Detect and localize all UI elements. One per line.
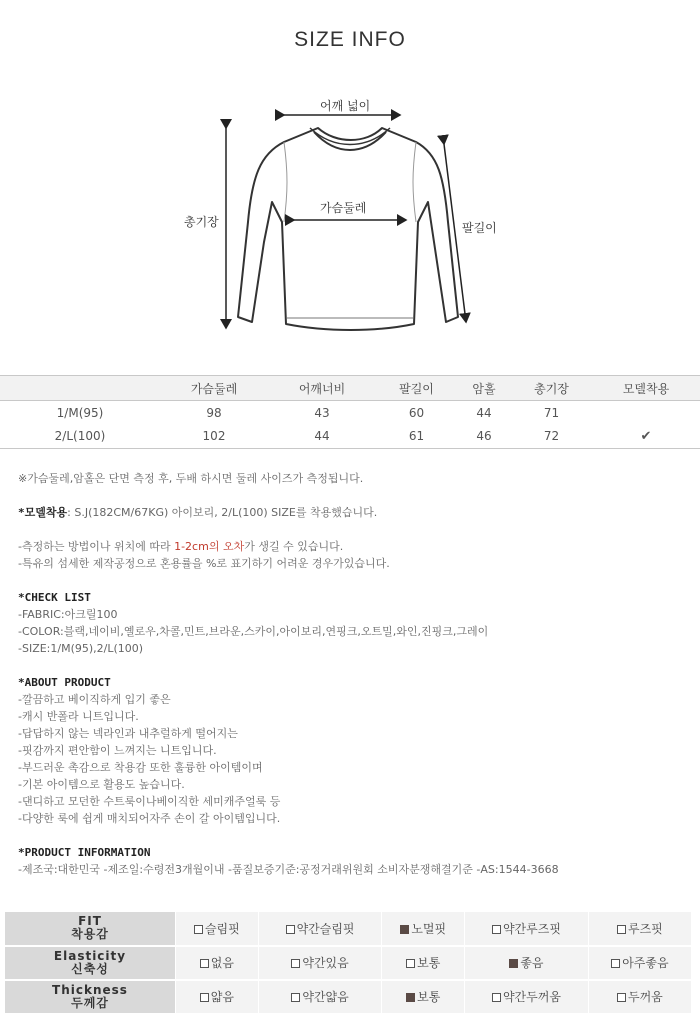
size-value: 72 xyxy=(543,429,560,444)
size-value: 44 xyxy=(476,405,492,420)
thickness-label-en: Thickness xyxy=(52,982,128,997)
thickness-option xyxy=(588,980,691,1014)
list-item: -COLOR:블랙,네이비,옐로우,차콜,민트,브라운,스카이,아이보리,연핑크,오트밀,와인,진핑크,그레이 xyxy=(18,625,489,638)
size-value: 71 xyxy=(543,405,560,420)
elasticity-label-en: Elasticity xyxy=(53,948,127,963)
measure-note: ※가슴둘레,암홀은 단면 측정 후, 두배 하시면 둘레 사이즈가 측정됩니다. xyxy=(18,472,364,485)
elasticity-option-label: 좋음 xyxy=(520,956,544,970)
table-row xyxy=(0,401,700,425)
thickness-option-label: 두꺼움 xyxy=(628,990,663,1004)
list-item: -기본 아이템으로 활용도 높습니다. xyxy=(18,778,185,791)
elasticity-option-label: 보통 xyxy=(417,956,441,970)
fit-option xyxy=(176,912,259,946)
checkbox-checked-icon xyxy=(406,993,415,1002)
fit-option xyxy=(258,912,382,946)
fit-option-label: 노멀핏 xyxy=(411,921,447,936)
sleeve-label: 팔길이 xyxy=(462,221,497,235)
elasticity-row-label xyxy=(5,946,176,980)
size-col-sleeve: 팔길이 xyxy=(399,381,434,396)
size-value: 44 xyxy=(314,429,330,444)
sweater-outline xyxy=(238,128,458,330)
list-item: -댄디하고 모던한 수트룩이나베이직한 세미캐주얼룩 등 xyxy=(18,795,281,808)
checkbox-icon xyxy=(194,925,203,934)
thickness-label-ko: 두께감 xyxy=(71,995,109,1010)
size-value: 61 xyxy=(408,429,425,444)
fit-option xyxy=(382,912,465,946)
checkbox-icon xyxy=(406,959,415,968)
table-row xyxy=(0,425,700,449)
elasticity-option xyxy=(176,946,259,980)
list-item: -부드러운 촉감으로 착용감 또한 훌륭한 아이템이며 xyxy=(18,761,263,774)
fit-option-label: 약간루즈핏 xyxy=(502,921,561,936)
thickness-row-label xyxy=(5,980,176,1014)
checkbox-icon xyxy=(492,925,501,934)
model-fit-cell xyxy=(592,401,700,425)
fit-row xyxy=(5,912,692,946)
thickness-option xyxy=(176,980,259,1014)
checkbox-icon xyxy=(611,959,620,968)
elasticity-option xyxy=(382,946,465,980)
elasticity-option-label: 약간있음 xyxy=(302,956,349,970)
checkbox-icon xyxy=(492,993,501,1002)
size-col-armhole: 암홀 xyxy=(472,381,496,396)
size-col-model: 모델착용 xyxy=(622,381,670,396)
error-note xyxy=(18,538,688,555)
size-value: 102 xyxy=(202,429,226,444)
size-value: 46 xyxy=(476,429,492,444)
blend-note: -특유의 섬세한 제작공정으로 혼용률을 %로 표기하기 어려운 경우가있습니다. xyxy=(18,557,390,570)
thickness-option-label: 얇음 xyxy=(210,990,234,1004)
elasticity-label-ko: 신축성 xyxy=(71,961,109,976)
shoulder-label: 어깨 넓이 xyxy=(320,99,371,113)
fit-row-label xyxy=(5,912,176,946)
checkbox-icon xyxy=(286,925,295,934)
product-info-line: -제조국:대한민국 -제조일:수령전3개월이내 -품질보증기준:공정거래위원회 소비자분쟁해결기준 -AS:1544-3668 xyxy=(18,863,559,876)
checkbox-icon xyxy=(617,925,626,934)
fit-label-en: FIT xyxy=(78,914,102,929)
list-item: -SIZE:1/M(95),2/L(100) xyxy=(18,642,144,655)
elasticity-option xyxy=(258,946,382,980)
size-name: 1/M(95) xyxy=(56,405,104,420)
elasticity-option xyxy=(465,946,589,980)
thickness-option-label: 보통 xyxy=(417,990,441,1004)
page-title: SIZE INFO xyxy=(294,28,406,51)
fit-option xyxy=(465,912,589,946)
size-table-header xyxy=(0,376,700,401)
chest-label: 가슴둘레 xyxy=(320,201,367,215)
size-col-empty xyxy=(0,376,160,401)
about-product-heading: *ABOUT PRODUCT xyxy=(18,676,111,689)
elasticity-row xyxy=(5,946,692,980)
checkbox-icon xyxy=(200,959,209,968)
list-item: -핏감까지 편안함이 느껴지는 니트입니다. xyxy=(18,744,217,757)
list-item: -캐시 반폴라 니트입니다. xyxy=(18,710,139,723)
list-item: -답답하지 않는 넥라인과 내추럴하게 떨어지는 xyxy=(18,727,238,740)
model-note xyxy=(18,504,688,521)
list-item: -FABRIC:아크릴100 xyxy=(18,608,118,621)
checkbox-icon xyxy=(291,959,300,968)
checkbox-icon xyxy=(291,993,300,1002)
checkbox-checked-icon xyxy=(400,925,409,934)
checkbox-icon xyxy=(200,993,209,1002)
thickness-option xyxy=(258,980,382,1014)
error-text-pre: -측정하는 방법이나 위치에 따라 xyxy=(18,540,175,553)
check-list-heading: *CHECK LIST xyxy=(18,591,91,604)
size-value: 43 xyxy=(314,405,330,420)
sweater-illustration xyxy=(176,92,516,342)
elasticity-option xyxy=(588,946,691,980)
error-text-post: 가 생길 수 있습니다. xyxy=(244,540,344,553)
size-col-shoulder: 어깨너비 xyxy=(298,381,346,396)
fit-option-label: 약간슬림핏 xyxy=(296,921,355,936)
thickness-option xyxy=(382,980,465,1014)
checkbox-icon xyxy=(617,993,626,1002)
fit-option xyxy=(588,912,691,946)
fit-option-label: 루즈핏 xyxy=(628,921,663,936)
size-name: 2/L(100) xyxy=(54,429,106,444)
elasticity-option-label: 아주좋음 xyxy=(622,956,669,970)
size-table xyxy=(0,375,700,449)
size-value: 60 xyxy=(408,405,425,420)
list-item: -다양한 룩에 쉽게 매치되어자주 손이 갈 아이템입니다. xyxy=(18,812,281,825)
size-col-length: 총기장 xyxy=(534,381,569,396)
fit-option-label: 슬림핏 xyxy=(204,921,240,936)
check-icon: ✔ xyxy=(640,428,652,444)
thickness-option-label: 약간두꺼움 xyxy=(502,990,561,1004)
checkbox-checked-icon xyxy=(509,959,518,968)
fit-table xyxy=(4,911,692,1015)
elasticity-option-label: 없음 xyxy=(210,956,234,970)
model-heading: *모델착용 xyxy=(18,506,68,519)
thickness-option xyxy=(465,980,589,1014)
thickness-option-label: 약간얇음 xyxy=(302,990,349,1004)
model-text: : S.J(182CM/67KG) 아이보리, 2/L(100) SIZE를 착용했습니다. xyxy=(67,506,378,519)
sweater-diagram xyxy=(176,92,516,342)
fit-label-ko: 착용감 xyxy=(71,927,109,942)
product-notes xyxy=(18,470,688,878)
size-col-chest: 가슴둘레 xyxy=(190,381,238,396)
list-item: -깔끔하고 베이직하게 입기 좋은 xyxy=(18,693,171,706)
size-value: 98 xyxy=(206,405,222,420)
product-info-heading: *PRODUCT INFORMATION xyxy=(18,846,151,859)
thickness-row xyxy=(5,980,692,1014)
error-text-highlight: 1-2cm의 오차 xyxy=(174,540,245,553)
length-label: 총기장 xyxy=(184,215,219,229)
